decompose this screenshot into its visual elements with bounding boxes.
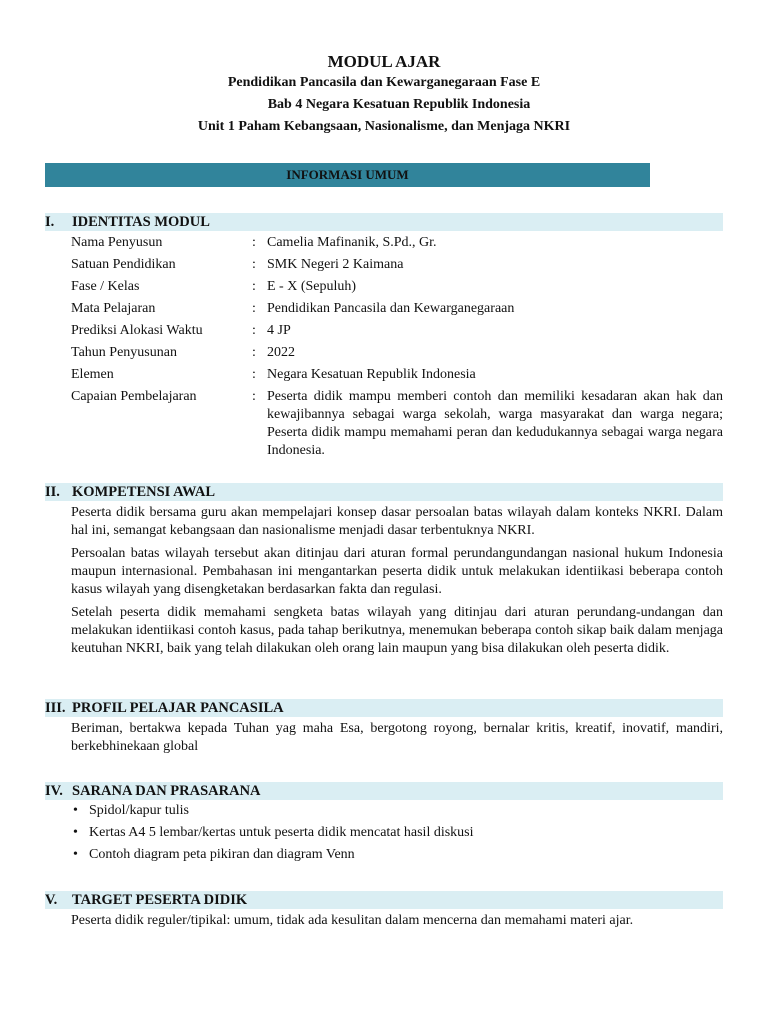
identity-colon: : [252,301,256,316]
section-target [45,891,723,930]
identity-label: Mata Pelajaran [71,301,156,316]
identity-value: E - X (Sepuluh) [267,279,357,294]
section-number: II. [45,484,60,500]
section-title: TARGET PESERTA DIDIK [72,892,248,908]
identity-value: SMK Negeri 2 Kaimana [267,257,404,272]
identity-value: Pendidikan Pancasila dan Kewarganegaraan [267,301,515,316]
identity-row [45,254,723,276]
identity-row [45,232,723,254]
list-item: • Spidol/kapur tulis [71,800,723,822]
section-identitas [45,213,723,460]
subtitle-chapter: Bab 4 Negara Kesatuan Republik Indonesia [267,97,531,112]
identity-colon: : [252,367,256,382]
identity-colon: : [252,257,256,272]
identity-row [45,276,723,298]
section-heading [45,699,723,717]
identity-row [45,386,723,460]
list-item: • Contoh diagram peta pikiran dan diagram Venn [71,844,723,866]
identity-colon: : [252,389,256,404]
identity-value: Peserta didik mampu memberi contoh dan memiliki kesadaran akan hak dan kewajibannya sebagai warga sekolah, warga masyarakat dan warga negara; Peserta didik mampu memahami peran dan kedudukannya sebagai warga negara Indonesia. [267,389,723,458]
section-heading [45,782,723,800]
identity-colon: : [252,279,256,294]
identity-label: Nama Penyusun [71,235,163,250]
section-heading [45,213,723,231]
identity-value: 2022 [267,345,295,360]
identity-row [45,364,723,386]
identity-value: 4 JP [267,323,291,338]
identity-row [45,342,723,364]
identity-value: Camelia Mafinanik, S.Pd., Gr. [267,235,437,250]
document-title: MODUL AJAR [327,52,441,71]
section-title: KOMPETENSI AWAL [72,484,216,500]
subtitle-unit: Unit 1 Paham Kebangsaan, Nasionalisme, dan Menjaga NKRI [197,119,571,134]
subtitle-subject: Pendidikan Pancasila dan Kewarganegaraan Fase E [227,75,541,90]
identity-value: Negara Kesatuan Republik Indonesia [267,367,476,382]
identity-label: Satuan Pendidikan [71,257,176,272]
paragraph: Beriman, bertakwa kepada Tuhan yag maha Esa, bergotong royong, bernalar kritis, kreatif, inovatif, mandiri, berkebhinekaan global [71,721,723,754]
identity-row [45,298,723,320]
section-number: III. [45,700,66,716]
paragraph: Peserta didik reguler/tipikal: umum, tidak ada kesulitan dalam mencerna dan memahami materi ajar. [71,913,634,928]
section-heading [45,483,723,501]
section-heading [45,891,723,909]
identity-label: Fase / Kelas [71,279,140,294]
section-title: PROFIL PELAJAR PANCASILA [72,700,284,716]
identity-colon: : [252,235,256,250]
section-profil [45,699,723,756]
section-number: IV. [45,783,63,799]
identity-row [45,320,723,342]
identity-label: Prediksi Alokasi Waktu [71,323,203,338]
info-banner: INFORMASI UMUM [45,163,650,187]
identity-label: Elemen [71,367,114,382]
section-sarana [45,782,723,866]
identity-label: Tahun Penyusunan [71,345,177,360]
identity-colon: : [252,323,256,338]
paragraph: Persoalan batas wilayah tersebut akan ditinjau dari aturan formal perundangundangan nasional hukum Indonesia maupun internasional. Pembahasan ini mengantarkan peserta didik untuk melakukan identiikasi beberapa contoh kasus wilayah yang disengketakan berdasarkan fakta dan regulasi. [71,546,723,597]
identity-colon: : [252,345,256,360]
section-number: V. [45,892,58,908]
paragraph: Peserta didik bersama guru akan mempelajari konsep dasar persoalan batas wilayah dalam konteks NKRI. Dalam hal ini, semangat kebangsaan dan nasionalisme menjadi dasar terbentuknya NKRI. [71,505,723,538]
list-item: • Kertas A4 5 lembar/kertas untuk peserta didik mencatat hasil diskusi [71,822,723,844]
identity-label: Capaian Pembelajaran [71,389,197,404]
section-number: I. [45,214,55,230]
section-kompetensi [45,483,723,658]
section-title: IDENTITAS MODUL [72,214,210,230]
bullet-list [45,800,723,866]
document-header [0,52,768,138]
section-title: SARANA DAN PRASARANA [72,783,261,799]
paragraph: Setelah peserta didik memahami sengketa batas wilayah yang ditinjau dari aturan perundang-undangan dan melakukan identiikasi contoh kasus, pada tahap berikutnya, menemukan beberapa contoh sikap baik dalam menjaga keutuhan NKRI, baik yang telah dilakukan oleh orang lain maupun yang bisa dilakukan oleh peserta didik. [71,605,723,656]
